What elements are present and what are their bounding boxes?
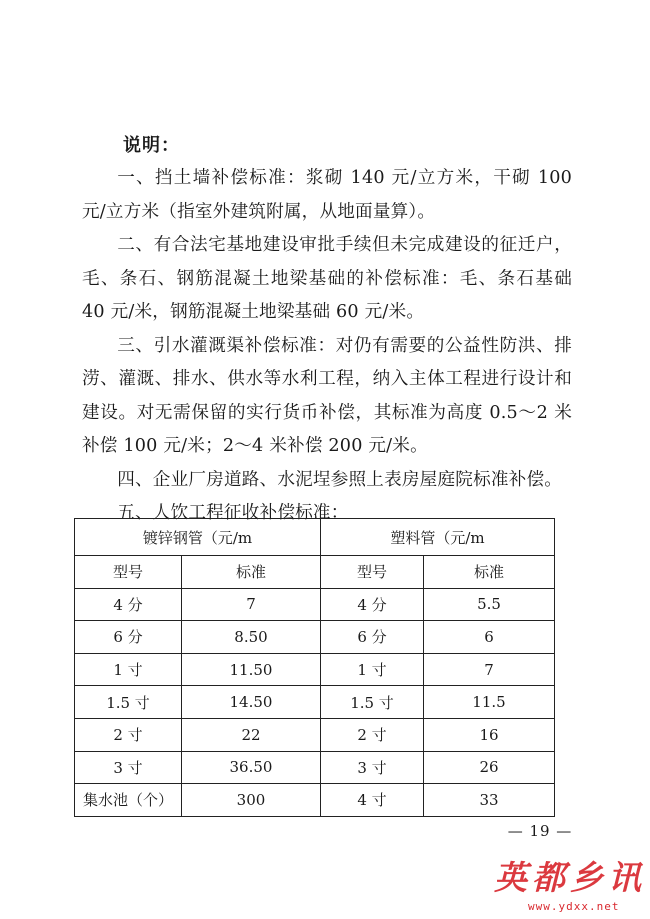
table-cell: 6 分 [75,621,182,654]
header-galvanized-pipe: 镀锌钢管（元/m [75,519,321,556]
table-cell: 3 寸 [75,751,182,784]
header-standard: 标准 [424,556,555,589]
table-cell: 26 [424,751,555,784]
table-cell: 33 [424,784,555,817]
table-cell: 2 寸 [75,718,182,751]
paragraph-foundation: 二、有合法宅基地建设审批手续但未完成建设的征迁户，毛、条石、钢筋混凝土地梁基础的补偿标准：毛、条石基础 40 元/米，钢筋混凝土地梁基础 60 元/米。 [82,235,572,322]
header-model: 型号 [75,556,182,589]
table-cell: 1 寸 [321,653,424,686]
table-cell: 4 寸 [321,784,424,817]
table-sub-header-row [75,556,555,589]
paragraph-retaining-wall: 一、挡土墙补偿标准：浆砌 140 元/立方米，干砌 100 元/立方米（指室外建筑附属，从地面量算）。 [82,168,572,222]
table-cell: 7 [182,588,321,621]
table-group-header-row [75,519,555,556]
paragraph-irrigation-canal: 三、引水灌溉渠补偿标准：对仍有需要的公益性防洪、排涝、灌溉、排水、供水等水利工程，纳入主体工程进行设计和建设。对无需保留的实行货币补偿，其标准为高度 0.5～2 米补偿 100 元/米；2～4 米补偿 200 元/米。 [82,335,572,456]
watermark-title: 英都乡讯 [494,858,646,897]
header-plastic-pipe: 塑料管（元/m [321,519,555,556]
table-row [75,686,555,719]
table-cell: 11.50 [182,653,321,686]
table-row [75,784,555,817]
table-cell: 14.50 [182,686,321,719]
table-cell: 7 [424,653,555,686]
table-cell: 2 寸 [321,718,424,751]
watermark-url: www.ydxx.net [528,900,620,913]
table-row [75,588,555,621]
header-model: 型号 [321,556,424,589]
table-cell: 1.5 寸 [321,686,424,719]
page-number: — 19 — [507,822,573,840]
watermark-logo [484,858,644,914]
table-cell: 3 寸 [321,751,424,784]
note-title: 说明： [123,135,180,156]
table-cell: 1 寸 [75,653,182,686]
table-cell: 16 [424,718,555,751]
table-cell: 6 [424,621,555,654]
table-cell: 8.50 [182,621,321,654]
table-row [75,718,555,751]
table-cell: 300 [182,784,321,817]
paragraph-drinking-water: 五、人饮工程征收补偿标准： [117,503,349,523]
table-cell: 4 分 [321,588,424,621]
table-cell: 集水池（个） [75,784,182,817]
compensation-table [74,518,555,817]
table-cell: 36.50 [182,751,321,784]
table-cell: 1.5 寸 [75,686,182,719]
paragraph-factory-road: 四、企业厂房道路、水泥埕参照上表房屋庭院标准补偿。 [117,469,563,490]
table-cell: 4 分 [75,588,182,621]
table-row [75,653,555,686]
note-body [82,162,572,531]
header-standard: 标准 [182,556,321,589]
table-cell: 11.5 [424,686,555,719]
table-row [75,751,555,784]
table-cell: 22 [182,718,321,751]
table-cell: 6 分 [321,621,424,654]
table-row [75,621,555,654]
table-cell: 5.5 [424,588,555,621]
